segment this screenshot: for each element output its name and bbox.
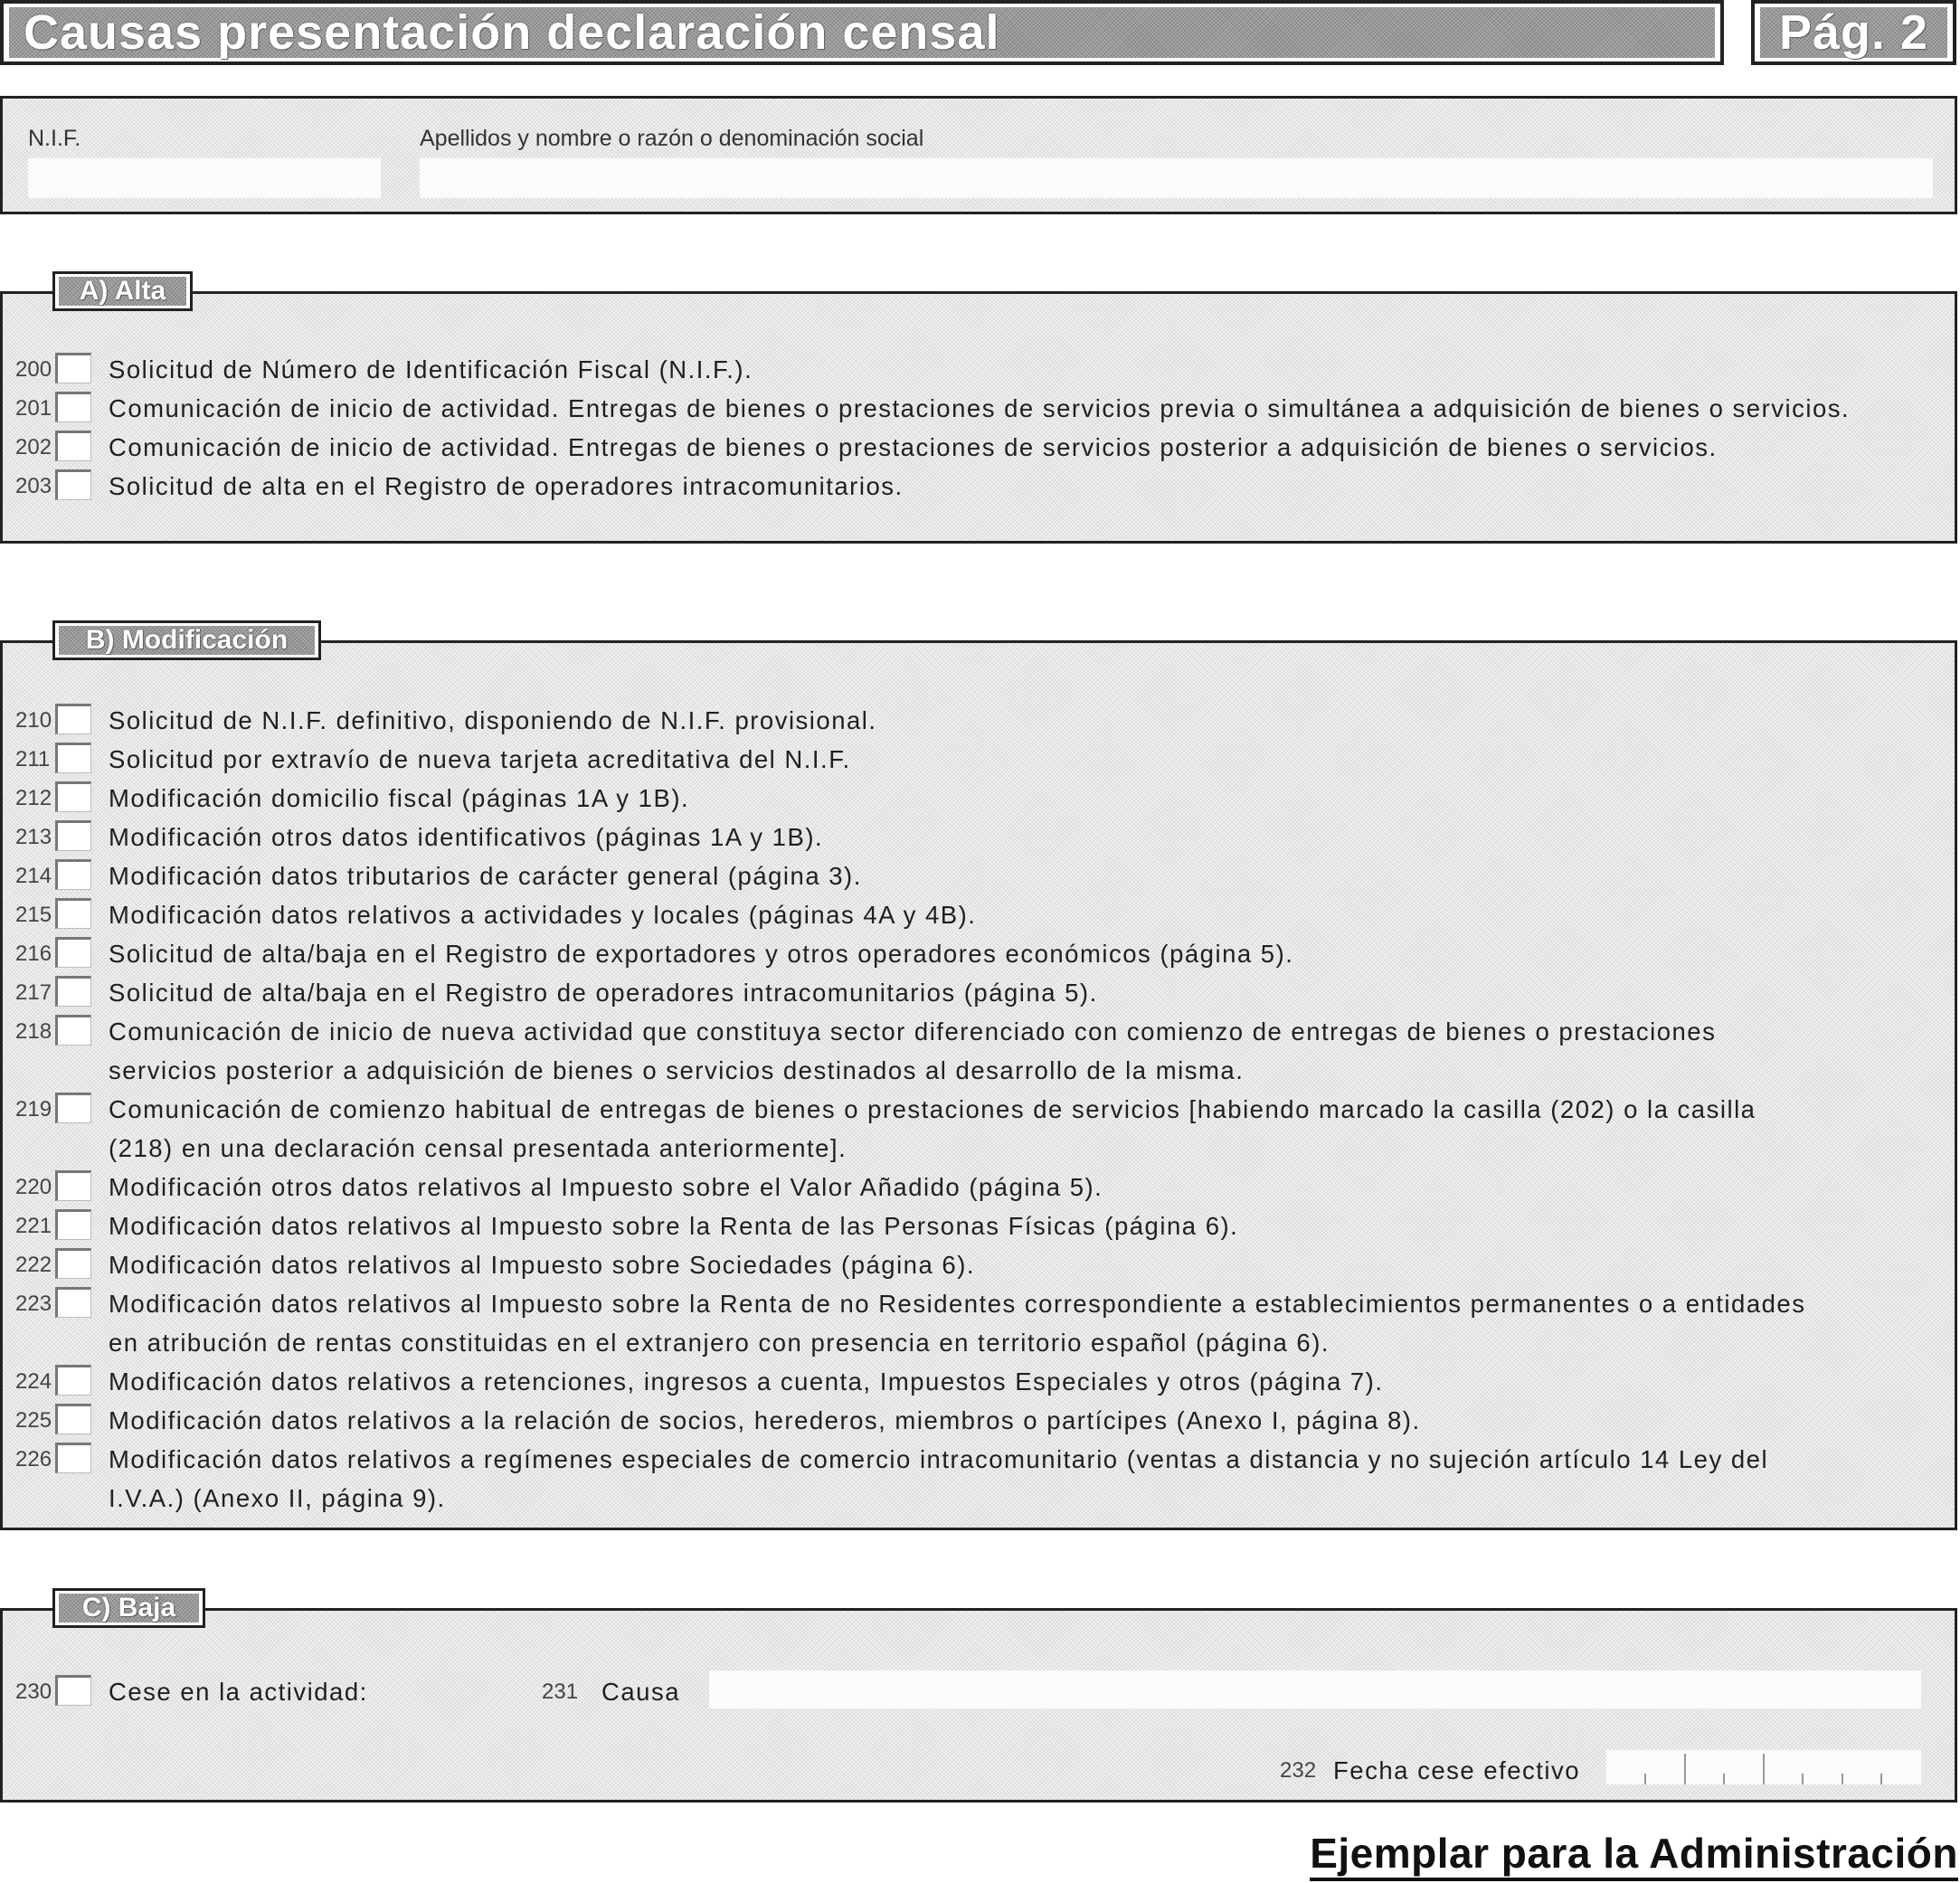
fecha-label: Fecha cese efectivo <box>1333 1756 1581 1784</box>
box-code: 223 <box>15 1292 52 1316</box>
box-code: 215 <box>15 903 52 927</box>
cese-checkbox[interactable] <box>55 1675 91 1706</box>
box-code: 200 <box>15 357 52 382</box>
checkbox-221[interactable] <box>55 1209 91 1240</box>
box-code: 224 <box>15 1369 52 1394</box>
checkbox-222[interactable] <box>55 1248 91 1279</box>
checkbox-216[interactable] <box>55 937 91 968</box>
page-number-bar <box>1751 0 1956 65</box>
baja-cese-row <box>15 1672 558 1711</box>
cese-label: Cese en la actividad: <box>109 1678 368 1706</box>
causa-code: 231 <box>542 1680 579 1704</box>
item-label: Modificación datos relativos a regímenes especiales de comercio intracomunitario (ventas a distancia y no sujeción artículo 14 Ley del I.V.A.) (Anexo II, página 9). <box>109 1445 1769 1512</box>
item-label: Modificación datos tributarios de carácter general (página 3). <box>109 862 862 890</box>
fecha-field[interactable] <box>1606 1750 1921 1784</box>
checkbox-202[interactable] <box>55 431 91 461</box>
checkbox-row-200 <box>15 350 1936 389</box>
checkbox-215[interactable] <box>55 898 91 929</box>
checkbox-218[interactable] <box>55 1015 91 1046</box>
item-label: Modificación datos relativos a retenciones, ingresos a cuenta, Impuestos Especiales y otros (página 7). <box>109 1367 1384 1396</box>
checkbox-row-221 <box>15 1206 1936 1245</box>
item-label: Modificación datos relativos a actividades y locales (páginas 4A y 4B). <box>109 901 977 929</box>
checkbox-row-201 <box>15 389 1936 428</box>
checkbox-row-210 <box>15 701 1936 740</box>
box-code: 220 <box>15 1175 52 1199</box>
checkbox-row-226 <box>15 1440 1936 1518</box>
item-label: Comunicación de inicio de actividad. Entregas de bienes o prestaciones de servicios previa o simultánea a adquisición de bienes o servicios. <box>109 394 1851 422</box>
box-code: 202 <box>15 435 52 459</box>
checkbox-row-219 <box>15 1090 1936 1168</box>
item-label: Solicitud por extravío de nueva tarjeta acreditativa del N.I.F. <box>109 745 851 773</box>
section-modificacion-title: B) Modificación <box>85 625 289 655</box>
checkbox-row-218 <box>15 1012 1936 1090</box>
item-label: Comunicación de inicio de actividad. Entregas de bienes o prestaciones de servicios posterior a adquisición de bienes o servicios. <box>109 433 1718 461</box>
checkbox-224[interactable] <box>55 1365 91 1396</box>
checkbox-211[interactable] <box>55 743 91 773</box>
box-code: 225 <box>15 1408 52 1433</box>
checkbox-223[interactable] <box>55 1287 91 1318</box>
item-label: Modificación domicilio fiscal (páginas 1A y 1B). <box>109 784 690 812</box>
item-label: Solicitud de alta en el Registro de operadores intracomunitarios. <box>109 472 904 500</box>
item-label: Modificación datos relativos al Impuesto sobre la Renta de no Residentes correspondiente a establecimientos permanentes o a entidades en atribución de rentas constituidas en el extranjero con presencia en territorio español (página 6). <box>109 1290 1806 1357</box>
title-bar <box>0 0 1724 65</box>
checkbox-row-224 <box>15 1362 1936 1401</box>
checkbox-row-220 <box>15 1168 1936 1206</box>
causa-label: Causa <box>601 1678 680 1706</box>
checkbox-row-222 <box>15 1245 1936 1284</box>
checkbox-row-202 <box>15 428 1936 467</box>
checkbox-row-216 <box>15 934 1936 973</box>
checkbox-row-215 <box>15 895 1936 934</box>
checkbox-200[interactable] <box>55 353 91 383</box>
page-number: Pág. 2 <box>1778 5 1929 60</box>
name-field[interactable] <box>420 158 1933 198</box>
section-modificacion-tab <box>52 620 321 660</box>
box-code: 226 <box>15 1447 52 1471</box>
item-label: Solicitud de N.I.F. definitivo, disponiendo de N.I.F. provisional. <box>109 706 877 734</box>
box-code: 214 <box>15 864 52 888</box>
checkbox-226[interactable] <box>55 1443 91 1473</box>
checkbox-214[interactable] <box>55 859 91 890</box>
item-label: Solicitud de alta/baja en el Registro de operadores intracomunitarios (página 5). <box>109 979 1098 1007</box>
checkbox-217[interactable] <box>55 976 91 1007</box>
causa-field[interactable] <box>709 1670 1921 1708</box>
fecha-code: 232 <box>1280 1758 1317 1783</box>
section-alta <box>0 291 1957 544</box>
section-alta-title: A) Alta <box>79 276 166 306</box>
box-code: 217 <box>15 980 52 1005</box>
cese-code: 230 <box>15 1680 52 1704</box>
section-baja <box>0 1608 1957 1803</box>
checkbox-201[interactable] <box>55 392 91 422</box>
checkbox-row-203 <box>15 467 1936 506</box>
box-code: 211 <box>15 747 51 771</box>
checkbox-row-214 <box>15 856 1936 895</box>
box-code: 213 <box>15 825 52 849</box>
box-code: 210 <box>15 708 52 733</box>
checkbox-213[interactable] <box>55 820 91 851</box>
checkbox-219[interactable] <box>55 1093 91 1123</box>
checkbox-210[interactable] <box>55 704 91 734</box>
date-segment-ticks <box>1606 1750 1921 1784</box>
checkbox-row-225 <box>15 1401 1936 1440</box>
item-label: Comunicación de inicio de nueva actividad que constituya sector diferenciado con comienzo de entregas de bienes o prestaciones servicios posterior a adquisición de bienes o servicios destinados al desarrollo de la misma. <box>109 1017 1717 1084</box>
box-code: 221 <box>15 1214 52 1238</box>
checkbox-row-217 <box>15 973 1936 1012</box>
box-code: 222 <box>15 1253 52 1277</box>
box-code: 218 <box>15 1019 52 1044</box>
checkbox-row-211 <box>15 740 1936 779</box>
identification-box <box>0 96 1957 214</box>
item-label: Modificación datos relativos a la relación de socios, herederos, miembros o partícipes (Anexo I, página 8). <box>109 1406 1421 1434</box>
checkbox-225[interactable] <box>55 1404 91 1434</box>
nif-label: N.I.F. <box>28 126 81 151</box>
box-code: 201 <box>15 396 52 421</box>
item-label: Solicitud de alta/baja en el Registro de exportadores y otros operadores económicos (página 5). <box>109 940 1294 968</box>
item-label: Modificación datos relativos al Impuesto sobre la Renta de las Personas Físicas (página 6). <box>109 1212 1239 1240</box>
checkbox-220[interactable] <box>55 1170 91 1201</box>
box-code: 216 <box>15 942 52 966</box>
page-title: Causas presentación declaración censal <box>24 5 1000 60</box>
item-label: Modificación otros datos identificativos (páginas 1A y 1B). <box>109 823 824 851</box>
box-code: 203 <box>15 474 52 498</box>
section-baja-title: C) Baja <box>81 1593 176 1623</box>
nif-field[interactable] <box>28 158 381 198</box>
box-code: 212 <box>15 786 52 810</box>
name-label: Apellidos y nombre o razón o denominación social <box>420 126 924 151</box>
section-modificacion <box>0 640 1957 1530</box>
checkbox-row-212 <box>15 779 1936 818</box>
item-label: Modificación otros datos relativos al Impuesto sobre el Valor Añadido (página 5). <box>109 1173 1103 1201</box>
section-baja-tab <box>52 1588 205 1628</box>
checkbox-row-223 <box>15 1284 1936 1362</box>
section-alta-tab <box>52 271 193 311</box>
checkbox-212[interactable] <box>55 781 91 812</box>
box-code: 219 <box>15 1097 52 1121</box>
checkbox-row-213 <box>15 818 1936 856</box>
item-label: Modificación datos relativos al Impuesto sobre Sociedades (página 6). <box>109 1251 976 1279</box>
item-label: Solicitud de Número de Identificación Fiscal (N.I.F.). <box>109 355 753 383</box>
checkbox-203[interactable] <box>55 469 91 500</box>
item-label: Comunicación de comienzo habitual de entregas de bienes o prestaciones de servicios [habiendo marcado la casilla (202) o la casilla (218) en una declaración censal presentada anteriormente]. <box>109 1095 1756 1162</box>
footer-copy-label: Ejemplar para la Administración <box>1310 1829 1958 1881</box>
